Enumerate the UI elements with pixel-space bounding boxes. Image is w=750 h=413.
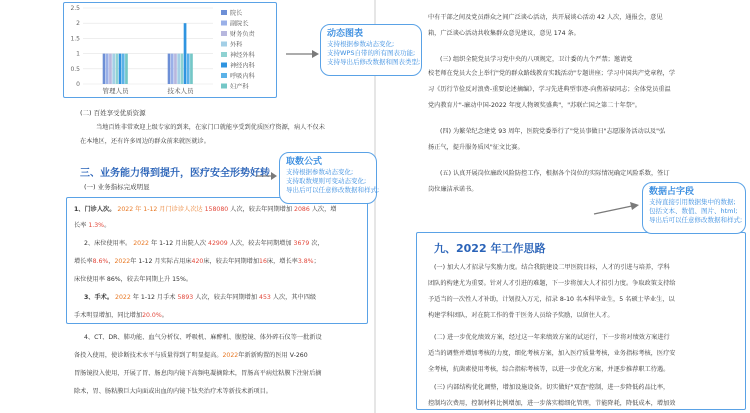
paragraph-line: 全考核，抗菌素使用考核，综合指标考核等，以进一步优化方案，并逐步推荐职工待遇。 [428,366,670,373]
bar-chart [63,2,277,98]
y-tick-label: 2 [76,20,80,28]
paragraph-line: 校老师在党员大会上举行"党的群众路线教育实践活动"专题讲座；学习中国共产党章程，学 [428,70,676,77]
arrow-field-callout [592,202,642,216]
subheading-indicators: (一) 业务指标完成明显 [84,183,150,191]
paragraph-line: 在本地区，还有许多周边的群众前来就医就诊。 [80,138,210,145]
metric-line-growth: 长率 1.3%。 [74,222,111,229]
section-title-9: 九、2022 年工作思路 [434,242,546,255]
paragraph-line: 适当的调整并增加考核的力度，细化考核方案，加入医疗质量考核，业务指标考核，医疗安 [428,350,676,357]
bar [168,54,171,84]
legend-swatch [221,42,227,47]
callout-line: 导出后可以任意修改数据和样式; [286,186,380,194]
callout-line: 包括文本、数值、图片、html; [649,207,738,215]
paragraph-line: 习《历行节俭反对浪费-重要论述摘编》，学习先进典型事迹-向焦裕禄同志；全体党员重温 [428,86,671,93]
legend-swatch [221,63,227,68]
legend-swatch [221,84,227,89]
paragraph-line: 予适当的一次性人才补助，计划投入万元，招录 8-10 名本科毕业生，5 名硕士毕业生，以 [428,296,675,303]
paragraph-line: 控制均次费用，控制材料比例增加，进一步落实精细化管理，节能降耗，降低成本，增加效 [428,400,676,407]
bar [190,54,193,84]
x-tick-label: 技术人员 [167,87,194,95]
bar [174,54,177,84]
arrow-chart-callout [286,48,320,60]
paragraph-line: 团队的构建尤为重要。针对人才引进的难题，下一步将加大人才招引力度。争取政策支持给 [428,280,676,287]
callout-line: 支持直接引用数据集中的数据; [649,198,736,206]
legend-swatch [221,10,227,15]
callout-line: 支持导出后修改数据和图表类型; [327,58,421,66]
paragraph-line: 4、CT、DR、肺功能、血气分析仪、呼吸机、麻醉机、腹腔镜、体外碎石仪等一批新设 [84,334,322,341]
legend-label: 神经外科 [230,52,255,59]
callout-line: 支持WPS自带的所有图表功能; [327,49,416,57]
y-tick-label: 1 [76,50,80,58]
section-title-3: 三、业务能力得到提升，医疗安全形势好转 [80,168,270,179]
bar [112,54,115,84]
callout-data-field [642,182,746,234]
metric-line-bed-usage: 2、床位使用率。 2022 年 1-12 月出院人次 42909 人次，较去年同期增加 3679 次， [84,240,324,247]
callout-formula [279,152,380,204]
bar [187,54,190,84]
legend-swatch [221,52,227,57]
bar [103,54,106,84]
paragraph-line: (二) 进一步优化绩效方案，经过这一年来绩效方案的试运行，下一步将对绩效方案进行 [434,334,670,341]
legend-label: 财务负责 [230,31,255,38]
legend-label: 呼吸内科 [230,73,255,80]
legend-swatch [221,21,227,26]
legend-label: 外科 [230,41,243,49]
callout-line: 导出后可以任意修改数据和样式; [649,216,743,224]
metric-line-outpatient: 1、门诊人次。 2022 年 1-12 月门诊诊人次达 158080 人次，较去年同期增加 2086 人次，增 [74,206,337,213]
callout-title: 取数公式 [286,157,323,167]
legend-swatch [221,73,227,78]
y-tick-label: 2.5 [70,5,80,12]
paragraph-line: 中有干部之间及党员群众之间广泛谈心活动，共开展谈心活动 42 人次，通报会，意见 [428,14,663,21]
callout-line: 支持根据参数动态变化; [286,168,354,176]
bar [171,54,174,84]
paragraph-line: 箱，广泛谈心活动共收集群众意见建议，意见 174 条。 [428,30,580,37]
legend-swatch [221,31,227,36]
paragraph-line: (五) 认真开展岗位廉政风险防控工作，根据各个岗位的实际情况确定风险系数，签订 [440,170,670,177]
bar [116,54,119,84]
paragraph-line: 构建学科团队，对在院工作的骨干医务人员给予奖励，以留住人才。 [428,312,614,319]
callout-title: 动态图表 [327,29,364,39]
callout-line: 支持取数规则可变动态变化; [286,177,367,185]
bar [122,54,125,84]
arrow-formula-callout [256,170,278,182]
callout-line: 支持根据参数动态变化; [327,40,395,48]
paragraph-line: (三) 内部结构优化调整，增加设施设备。切实做好"双查"控制，进一步降低药品比率， [434,384,670,391]
bar [109,54,112,84]
subheading-quality-resources: (二) 百姓享受优质资源 [80,109,146,117]
bar [177,54,180,84]
bar [125,54,128,84]
bar [106,54,109,84]
legend-label: 副院长 [230,20,249,28]
metric-line-surgery-growth: 手术明显增加，同比增加20.0%。 [74,312,168,319]
bar [184,23,187,84]
y-tick-label: 1.5 [70,35,80,43]
y-tick-label: 0.5 [70,65,80,73]
paragraph-line: (四) 为繁荣纪念建党 93 周年，医院党委举行了"党员事做日"志愿服务活动以及"弘 [440,128,666,135]
legend-label: 院长 [230,10,243,17]
paragraph-line: (一) 加大人才招录与奖励力度。结合我院建设二甲医院目标，人才的引进与培养，学科 [434,264,670,271]
legend-label: 神经内科 [230,62,255,70]
y-tick-label: 0 [76,81,80,88]
bar [181,54,184,84]
paragraph-line: (三) 组织全院党员学习党中央的八项规定，卫计委的九个严禁；邀请党 [440,56,633,63]
metric-line-bed-rate: 床位使用率 86%，较去年同期上升 15%。 [74,276,193,283]
paragraph-line: 当地百姓非常欢迎上级专家的到来，在家门口就能享受到优质医疗资源，病人不仅未 [96,124,325,131]
paragraph-line: 除术，胃、肠粘膜巨大向面或出血的内镜下钛夹治疗术等新技术新项目。 [74,388,272,395]
paragraph-line: 党内教育片"-廉动中国-2022 年度人物颁奖盛典"，"苏联亡国之第二十年祭"。 [428,102,641,109]
legend-label: 妇产科 [230,83,249,91]
x-tick-label: 管理人员 [102,87,129,95]
paragraph-line: 岗位廉洁承诺书。 [428,186,478,193]
callout-dynamic-chart [320,24,422,76]
paragraph-line: 扬正气，提升服务质风"征文比赛。 [428,144,524,151]
metric-line-surgery: 3、手术。 2022 年 1-12 月手术 5893 人次，较去年同期增加 453 人次，其中四级 [84,294,317,301]
callout-title: 数据占字段 [649,187,695,197]
paragraph-line: 胃肠镜投入使用，开展了胃、肠息肉内镜下高频电凝摘除术，胃肠高平病灶粘膜下注射后摘 [74,370,322,377]
metric-line-bed-growth: 增长率8.6%，2022年 1-12 月实际占用床420床，较去年同期增加16床，增长率3.8%； [74,258,320,265]
bar [119,54,122,84]
paragraph-line: 备投入使用，使诊断技术水平与质量得到了明显提高。2022年新新购置的医用 V-260 [74,352,308,359]
